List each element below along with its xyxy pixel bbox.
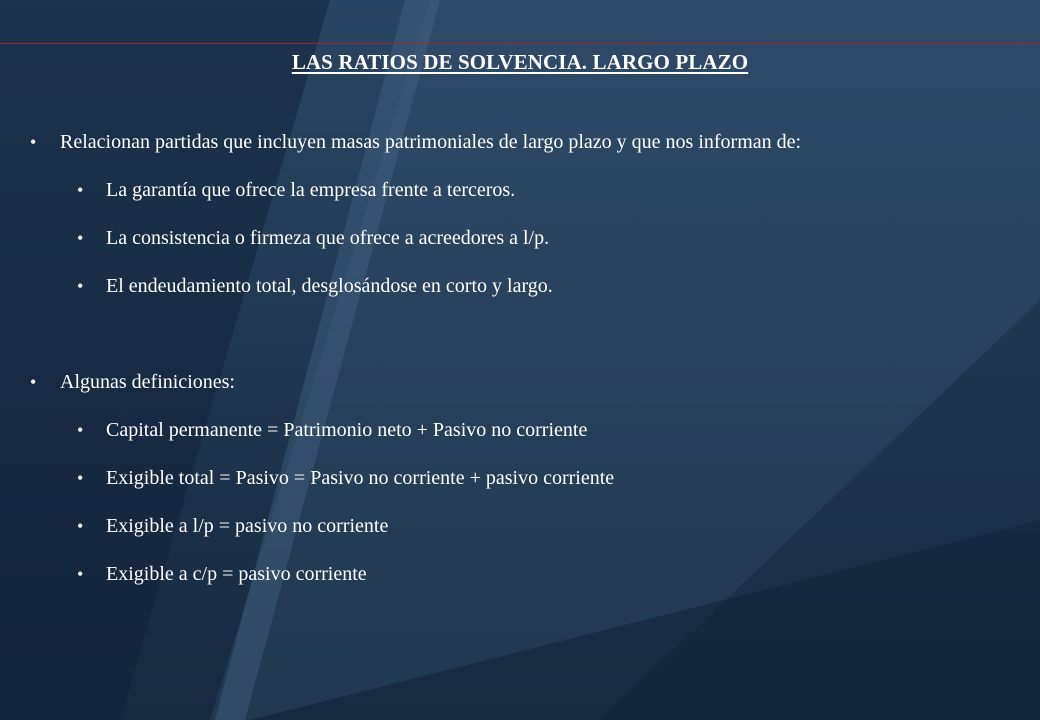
sub-bullet [30, 214, 1008, 262]
bullet-intro [30, 118, 1008, 166]
bullet-dot: • [77, 468, 84, 488]
definition-item [30, 502, 1008, 550]
definition-item [30, 454, 1008, 502]
sub-bullet-text: La consistencia o firmeza que ofrece a acreedores a l/p. [106, 227, 550, 249]
sub-bullet [30, 166, 1008, 214]
header-rule [0, 43, 1040, 44]
bullet-dot: • [77, 276, 84, 296]
bullet-dot: • [77, 420, 84, 440]
bullet-intro-text: Relacionan partidas que incluyen masas patrimoniales de largo plazo y que nos informan de: [60, 131, 802, 153]
bullet-dot: • [30, 132, 37, 152]
definition-text: Capital permanente = Patrimonio neto + Pasivo no corriente [106, 419, 588, 441]
sub-bullet [30, 262, 1008, 310]
bullet-dot: • [77, 180, 84, 200]
definition-text: Exigible a c/p = pasivo corriente [106, 563, 367, 585]
definition-text: Exigible a l/p = pasivo no corriente [106, 515, 389, 537]
sub-bullet-text: La garantía que ofrece la empresa frente a terceros. [106, 179, 516, 201]
bullet-definitions-text: Algunas definiciones: [60, 371, 235, 393]
bullet-dot: • [30, 372, 37, 392]
bullet-dot: • [77, 564, 84, 584]
section-spacer [30, 310, 1008, 358]
bullet-dot: • [77, 228, 84, 248]
definition-item [30, 550, 1008, 598]
bullet-dot: • [77, 516, 84, 536]
definition-text: Exigible total = Pasivo = Pasivo no corriente + pasivo corriente [106, 467, 615, 489]
sub-bullet-text: El endeudamiento total, desglosándose en corto y largo. [106, 275, 553, 297]
slide-title: LAS RATIOS DE SOLVENCIA. LARGO PLAZO [291, 50, 749, 74]
definition-item [30, 406, 1008, 454]
bullet-definitions [30, 358, 1008, 406]
slide-content [30, 118, 1008, 598]
